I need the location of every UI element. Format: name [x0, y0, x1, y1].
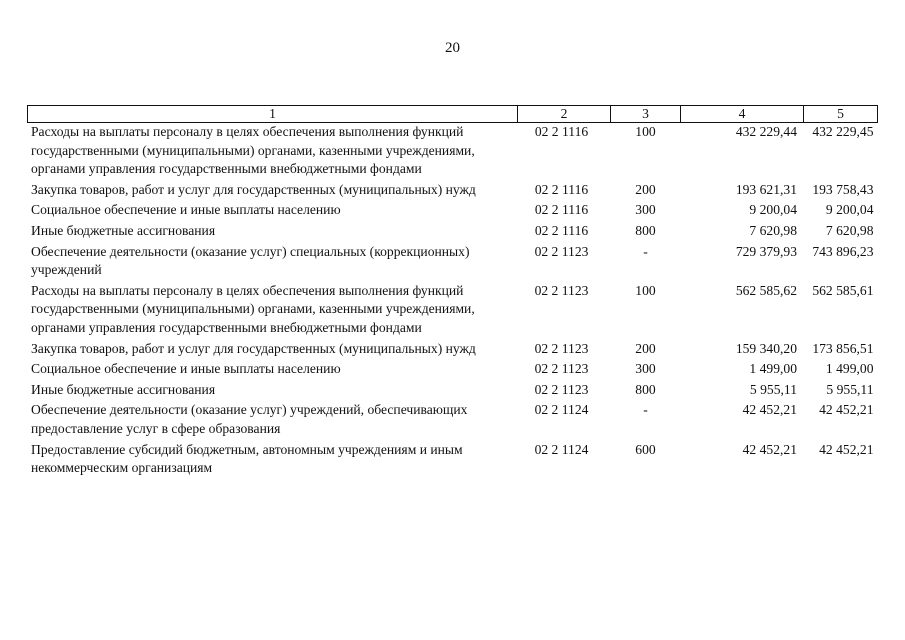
table-row	[28, 360, 878, 381]
row-value-4-cell: 42 452,21	[742, 441, 797, 457]
row-type-cell: 800	[635, 222, 656, 238]
row-value-5-cell: 432 229,45	[812, 124, 874, 139]
row-value-4-cell: 42 452,21	[742, 402, 797, 418]
row-name-cell: Расходы на выплаты персоналу в целях обеспечения выполнения функций государственными (муниципальными) органами, казенными учреждениями, органами управления государственными внебюджетными фондами	[31, 282, 475, 335]
row-value-4-cell: 193 621,31	[735, 181, 797, 197]
table-row	[28, 441, 878, 480]
column-header-3: 3	[611, 106, 681, 123]
table-row	[28, 222, 878, 243]
row-value-5-cell: 7 620,98	[825, 222, 874, 238]
row-value-5-cell: 42 452,21	[819, 402, 874, 418]
row-code-cell: 02 2 1123	[534, 282, 589, 298]
row-code-cell: 02 2 1116	[534, 202, 589, 218]
row-value-4-cell: 159 340,20	[735, 340, 797, 356]
row-value-5-cell: 5 955,11	[826, 381, 874, 397]
row-code-cell: 02 2 1116	[534, 222, 589, 238]
table-row	[28, 401, 878, 440]
row-value-4-cell: 1 499,00	[749, 361, 797, 377]
row-code-cell: 02 2 1123	[534, 340, 589, 356]
row-name-cell: Закупка товаров, работ и услуг для государственных (муниципальных) нужд	[31, 181, 476, 197]
column-header-1: 1	[28, 106, 518, 123]
table-row	[28, 181, 878, 202]
row-value-5-cell: 42 452,21	[819, 441, 874, 457]
row-name-cell: Социальное обеспечение и иные выплаты населению	[31, 361, 341, 377]
row-value-5-cell: 562 585,61	[812, 282, 874, 298]
table-row	[28, 381, 878, 402]
column-header-2: 2	[518, 106, 611, 123]
row-type-cell: 600	[635, 441, 656, 457]
budget-table	[27, 105, 878, 480]
row-type-cell: -	[643, 243, 648, 259]
column-header-4: 4	[681, 106, 804, 123]
row-value-5-cell: 1 499,00	[825, 361, 874, 377]
row-value-4-cell: 562 585,62	[735, 282, 797, 298]
row-name-cell: Обеспечение деятельности (оказание услуг) специальных (коррекционных) учреждений	[31, 243, 470, 278]
table-body	[28, 123, 878, 480]
row-name-cell: Закупка товаров, работ и услуг для государственных (муниципальных) нужд	[31, 340, 476, 356]
row-value-5-cell: 743 896,23	[812, 243, 874, 259]
row-name-cell: Иные бюджетные ассигнования	[31, 222, 216, 238]
row-type-cell: 200	[635, 340, 656, 356]
row-value-4-cell: 432 229,44	[735, 124, 797, 139]
row-code-cell: 02 2 1123	[534, 361, 589, 377]
table-row	[28, 282, 878, 340]
row-code-cell: 02 2 1116	[534, 181, 589, 197]
row-code-cell: 02 2 1123	[534, 381, 589, 397]
table-row	[28, 201, 878, 222]
row-name-cell: Предоставление субсидий бюджетным, автономным учреждениям и иным некоммерческим организациям	[31, 441, 463, 476]
row-value-4-cell: 5 955,11	[749, 381, 797, 397]
row-name-cell: Социальное обеспечение и иные выплаты населению	[31, 202, 341, 218]
row-value-5-cell: 193 758,43	[812, 181, 874, 197]
row-value-5-cell: 173 856,51	[812, 340, 874, 356]
table-row	[28, 243, 878, 282]
row-code-cell: 02 2 1123	[534, 243, 589, 259]
row-code-cell: 02 2 1124	[534, 402, 589, 418]
row-type-cell: 100	[635, 282, 656, 298]
row-value-5-cell: 9 200,04	[825, 202, 874, 218]
table-row	[28, 123, 878, 181]
row-type-cell: 200	[635, 181, 656, 197]
row-type-cell: 300	[635, 202, 656, 218]
table-header-row	[28, 106, 878, 123]
row-value-4-cell: 7 620,98	[749, 222, 797, 238]
row-name-cell: Расходы на выплаты персоналу в целях обеспечения выполнения функций государственными (муниципальными) органами, казенными учреждениями, органами управления государственными внебюджетными фондами	[31, 124, 475, 177]
row-value-4-cell: 729 379,93	[735, 243, 797, 259]
row-name-cell: Обеспечение деятельности (оказание услуг) учреждений, обеспечивающих предоставление услуг в сфере образования	[31, 402, 468, 436]
table-row	[28, 340, 878, 361]
column-header-5: 5	[804, 106, 878, 123]
row-code-cell: 02 2 1124	[534, 441, 589, 457]
page-number: 20	[445, 40, 460, 56]
row-type-cell: 100	[635, 124, 656, 139]
row-type-cell: -	[643, 402, 648, 418]
row-value-4-cell: 9 200,04	[749, 202, 797, 218]
row-type-cell: 300	[635, 361, 656, 377]
row-code-cell: 02 2 1116	[534, 124, 589, 139]
row-type-cell: 800	[635, 381, 656, 397]
row-name-cell: Иные бюджетные ассигнования	[31, 381, 216, 397]
